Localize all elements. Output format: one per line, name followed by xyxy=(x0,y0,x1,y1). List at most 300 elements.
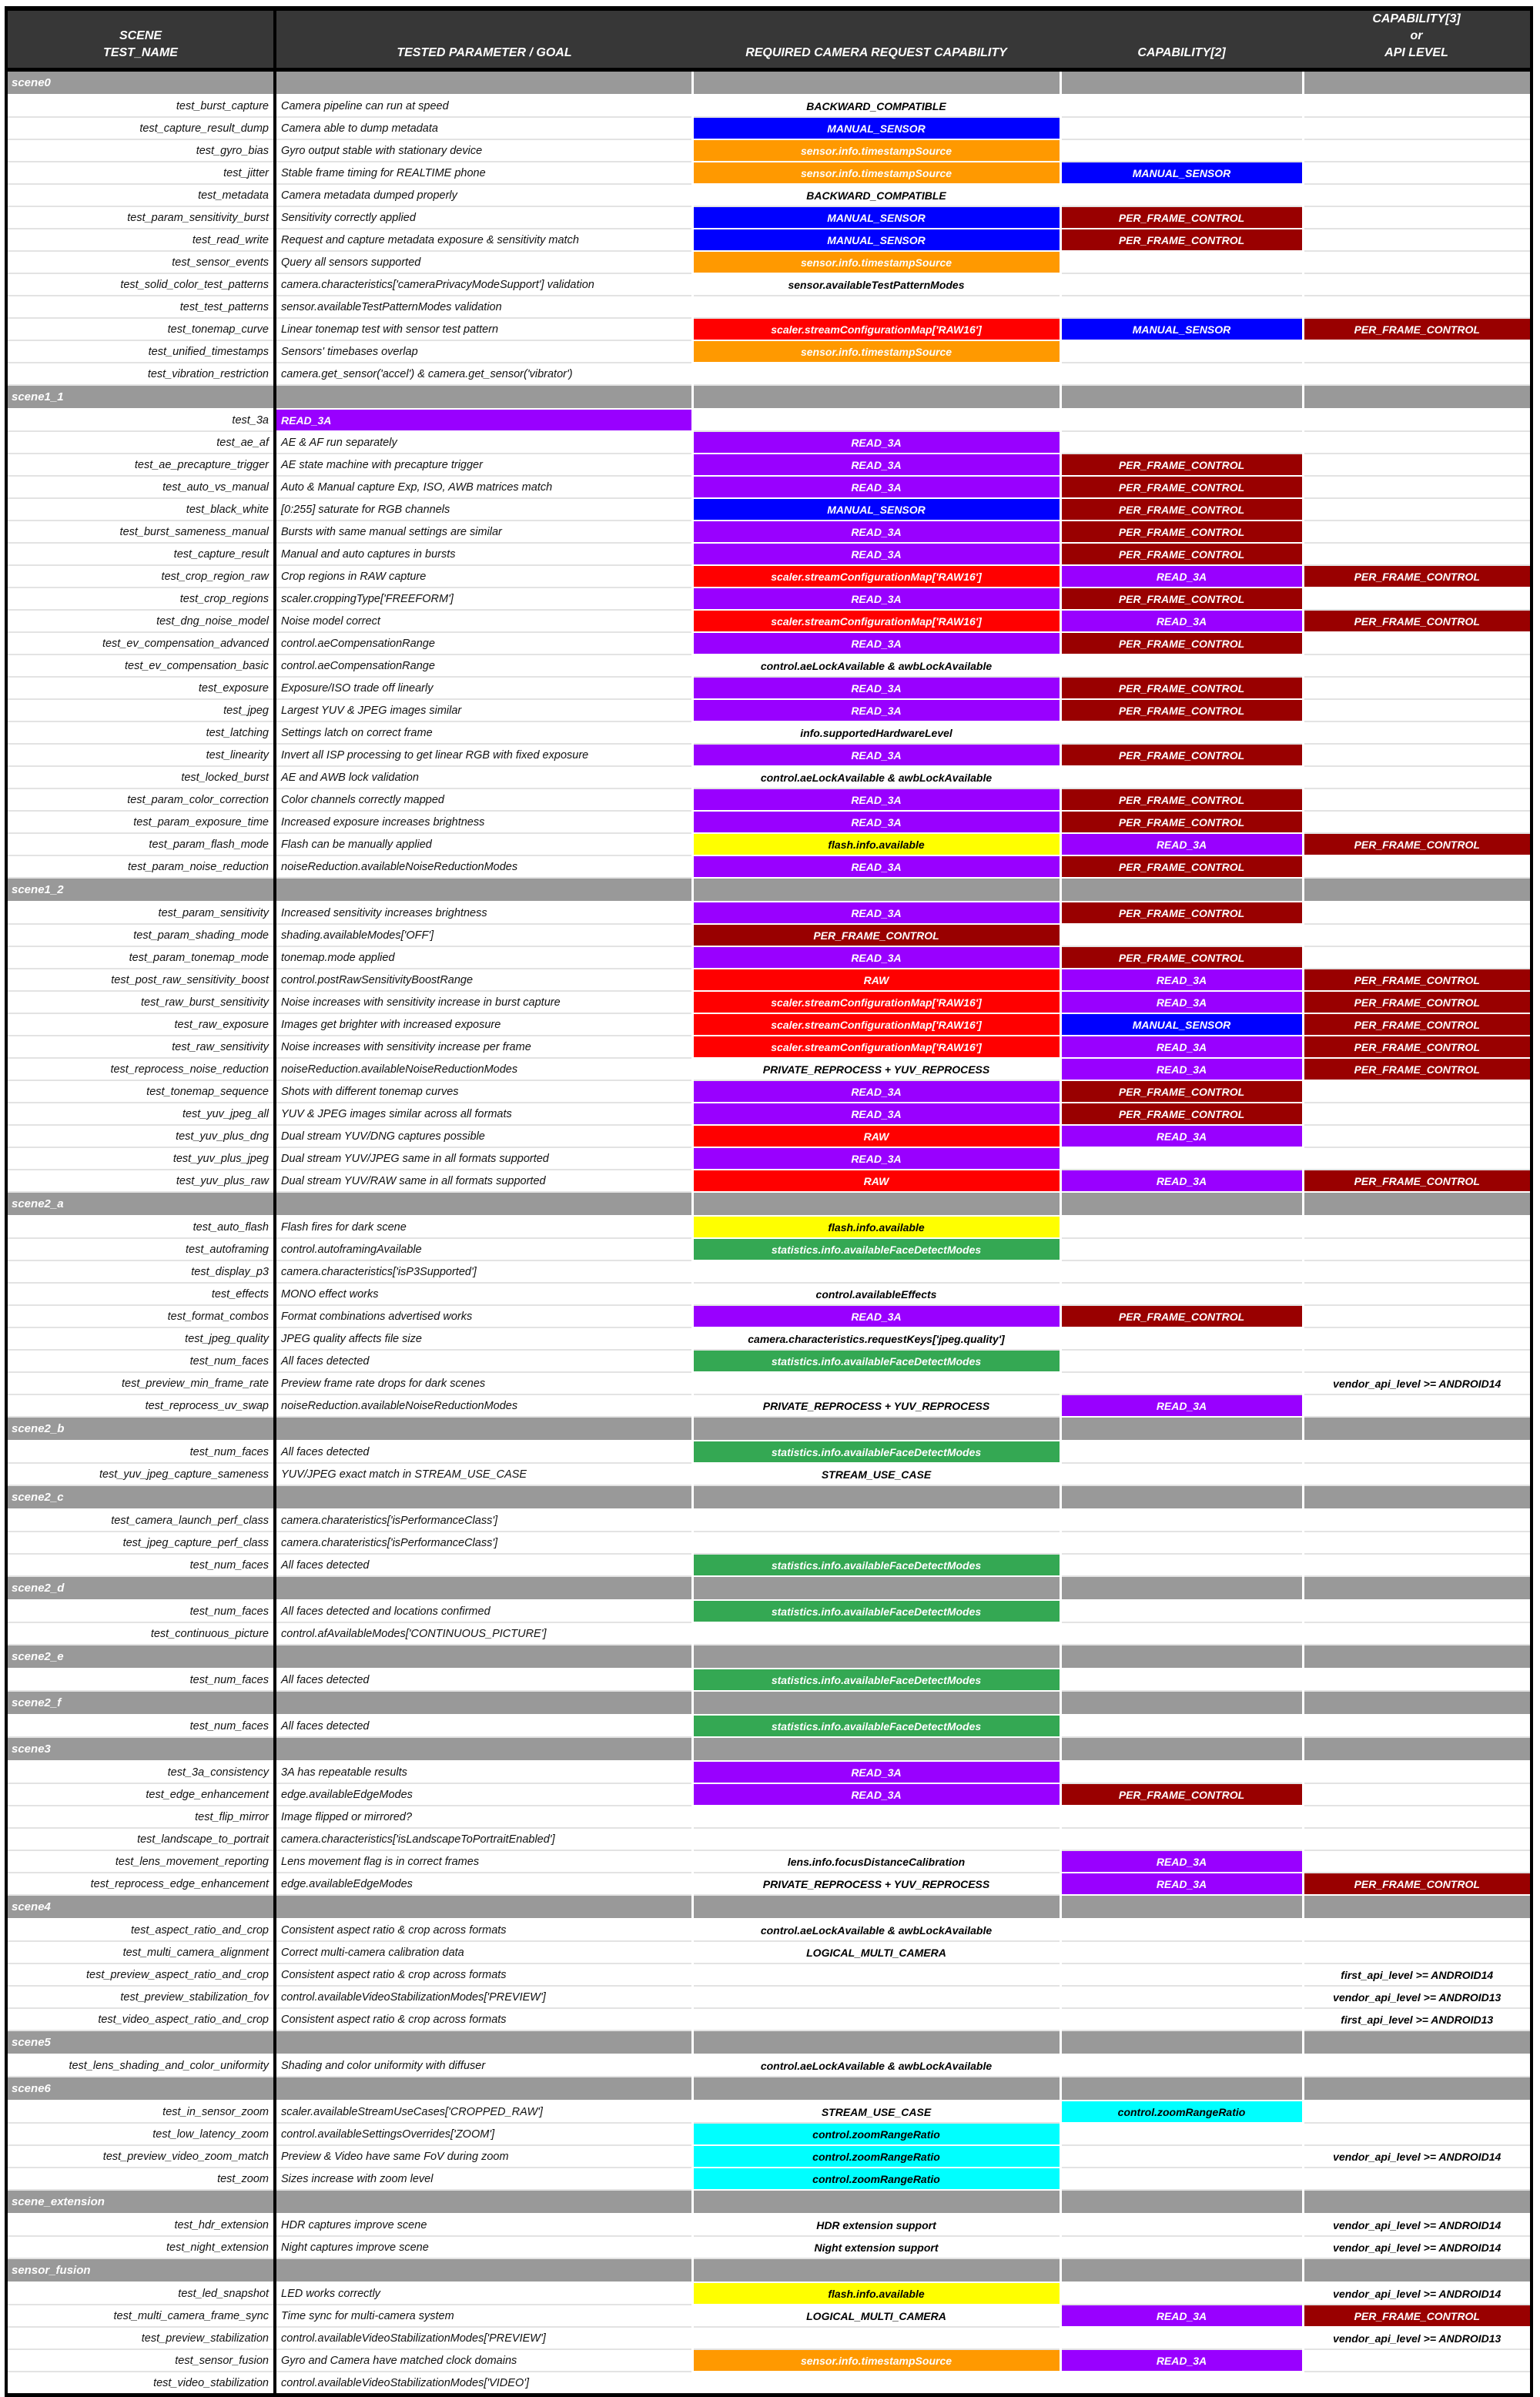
scene-band-cell xyxy=(1060,1691,1303,1715)
capability-value: BACKWARD_COMPATIBLE xyxy=(806,99,946,112)
test-name-cell: test_reprocess_noise_reduction xyxy=(6,1058,275,1080)
test-name-cell: test_reprocess_uv_swap xyxy=(6,1394,275,1417)
scene-label-cell xyxy=(6,1576,275,1600)
capability-value: MANUAL_SENSOR xyxy=(694,499,1060,520)
capability3-cell xyxy=(1303,2236,1532,2258)
required-capability-cell xyxy=(692,1600,1060,1622)
goal-cell: Images get brighter with increased exposure xyxy=(275,1013,692,1036)
capability-value: statistics.info.availableFaceDetectModes xyxy=(694,1601,1060,1622)
goal-cell: Dual stream YUV/DNG captures possible xyxy=(275,1125,692,1147)
test-row xyxy=(6,902,1532,924)
required-capability-cell xyxy=(692,565,1060,588)
capability3-cell xyxy=(1303,924,1532,946)
test-row xyxy=(6,855,1532,878)
scene-header-row xyxy=(6,1691,1532,1715)
capability3-cell xyxy=(1303,902,1532,924)
test-name-cell: test_jpeg xyxy=(6,699,275,721)
test-name-cell: test_aspect_ratio_and_crop xyxy=(6,1919,275,1941)
capability-value: READ_3A xyxy=(694,1306,1060,1327)
capability3-cell xyxy=(1303,699,1532,721)
capability2-cell xyxy=(1060,1327,1303,1350)
scene-label: sensor_fusion xyxy=(12,2264,91,2277)
capability2-cell xyxy=(1060,521,1303,543)
required-capability-cell xyxy=(692,654,1060,677)
scene-label: scene0 xyxy=(12,76,51,89)
capability-value: control.aeLockAvailable & awbLockAvailable xyxy=(760,1923,993,1937)
scene-band-cell xyxy=(1060,1576,1303,1600)
goal-cell: Preview & Video have same FoV during zoom xyxy=(275,2145,692,2168)
scene-header-row xyxy=(6,1576,1532,1600)
goal-cell: Consistent aspect ratio & crop across formats xyxy=(275,1919,692,1941)
required-capability-cell xyxy=(692,296,1060,318)
capability2-cell xyxy=(1060,2008,1303,2030)
capability2-cell xyxy=(1060,1600,1303,1622)
test-name-cell: test_gyro_bias xyxy=(6,139,275,162)
test-row xyxy=(6,1080,1532,1103)
goal-cell: tonemap.mode applied xyxy=(275,946,692,969)
capability-value: control.aeLockAvailable & awbLockAvailable xyxy=(760,771,993,784)
capability-value: flash.info.available xyxy=(694,834,1060,855)
capability2-cell xyxy=(1060,1238,1303,1260)
capability-value: PER_FRAME_CONTROL xyxy=(1062,633,1302,654)
capability-value: READ_3A xyxy=(1062,992,1302,1013)
capability-value: READ_3A xyxy=(694,947,1060,968)
test-name-cell: test_latching xyxy=(6,721,275,744)
capability2-cell xyxy=(1060,476,1303,498)
capability-value: READ_3A xyxy=(1062,611,1302,631)
scene-band-cell xyxy=(1303,2258,1532,2282)
capability-value: PER_FRAME_CONTROL xyxy=(694,925,1060,946)
capability2-cell xyxy=(1060,1441,1303,1463)
scene-band-cell xyxy=(1060,2190,1303,2214)
capability-value: PER_FRAME_CONTROL xyxy=(1062,1784,1302,1805)
goal-cell: Linear tonemap test with sensor test pattern xyxy=(275,318,692,340)
capability-value: control.aeLockAvailable & awbLockAvailable xyxy=(760,2059,993,2072)
required-capability-cell xyxy=(692,117,1060,139)
goal-cell: Dual stream YUV/JPEG same in all formats supported xyxy=(275,1147,692,1170)
capability-value: READ_3A xyxy=(694,1103,1060,1124)
scene-label: scene2_d xyxy=(12,1582,65,1595)
capability3-cell xyxy=(1303,1260,1532,1283)
test-name-cell: test_low_latency_zoom xyxy=(6,2123,275,2145)
test-row xyxy=(6,1441,1532,1463)
capability-value: flash.info.available xyxy=(694,2283,1060,2304)
capability-value: PER_FRAME_CONTROL xyxy=(1062,499,1302,520)
capability2-cell xyxy=(1060,991,1303,1013)
required-capability-cell xyxy=(692,95,1060,117)
test-name-cell: test_preview_aspect_ratio_and_crop xyxy=(6,1963,275,1986)
required-capability-cell xyxy=(692,206,1060,229)
test-name-cell: test_param_sensitivity_burst xyxy=(6,206,275,229)
capability2-cell xyxy=(1060,318,1303,340)
required-capability-cell xyxy=(692,588,1060,610)
capability-value: READ_3A xyxy=(1062,834,1302,855)
capability3-cell xyxy=(1303,229,1532,251)
capability2-cell xyxy=(1060,1283,1303,1305)
scene-band-cell xyxy=(692,878,1060,902)
test-row xyxy=(6,318,1532,340)
capability2-cell xyxy=(1060,677,1303,699)
test-name-cell: test_param_sensitivity xyxy=(6,902,275,924)
capability2-cell xyxy=(1060,2123,1303,2145)
capability-value: READ_3A xyxy=(694,700,1060,721)
test-row xyxy=(6,969,1532,991)
goal-cell: noiseReduction.availableNoiseReductionModes xyxy=(275,855,692,878)
test-row xyxy=(6,543,1532,565)
header-line: TEST_NAME xyxy=(103,46,178,59)
goal-cell: Sensitivity correctly applied xyxy=(275,206,692,229)
capability-value: READ_3A xyxy=(694,454,1060,475)
scene-band-cell xyxy=(1060,70,1303,95)
required-capability-cell xyxy=(692,1372,1060,1394)
required-capability-cell xyxy=(692,1963,1060,1986)
header-line: SCENE xyxy=(119,29,162,42)
capability3-cell xyxy=(1303,991,1532,1013)
goal-cell: All faces detected xyxy=(275,1715,692,1737)
capability3-cell xyxy=(1303,1036,1532,1058)
test-name-cell: test_lens_movement_reporting xyxy=(6,1850,275,1873)
test-name-cell: test_black_white xyxy=(6,498,275,521)
test-row xyxy=(6,1260,1532,1283)
capability-value: control.zoomRangeRatio xyxy=(694,2168,1060,2189)
capability-value: vendor_api_level >= ANDROID14 xyxy=(1333,2150,1502,2163)
required-capability-cell xyxy=(692,498,1060,521)
test-name-cell: test_exposure xyxy=(6,677,275,699)
required-capability-cell xyxy=(692,1828,1060,1850)
test-row xyxy=(6,2054,1532,2077)
capability-value: PER_FRAME_CONTROL xyxy=(1062,1306,1302,1327)
capability-value: PER_FRAME_CONTROL xyxy=(1304,1170,1531,1191)
test-name-cell: test_led_snapshot xyxy=(6,2282,275,2305)
test-name-cell: test_num_faces xyxy=(6,1600,275,1622)
scene-label: scene_extension xyxy=(12,2195,105,2208)
test-name-cell: test_sensor_events xyxy=(6,251,275,273)
scene-band-cell xyxy=(692,1485,1060,1509)
capability-value: STREAM_USE_CASE xyxy=(821,2105,932,2118)
capability2-cell xyxy=(1060,296,1303,318)
capability-value: READ_3A xyxy=(694,856,1060,877)
header-line: TESTED PARAMETER / GOAL xyxy=(397,46,572,59)
capability-value: READ_3A xyxy=(694,477,1060,497)
test-row xyxy=(6,1941,1532,1963)
column-header-capability3-or-api-level xyxy=(1303,8,1532,70)
test-row xyxy=(6,95,1532,117)
test-name-cell: test_edge_enhancement xyxy=(6,1783,275,1806)
scene-band-cell xyxy=(1303,1895,1532,1919)
capability-value: PER_FRAME_CONTROL xyxy=(1062,856,1302,877)
test-row xyxy=(6,1715,1532,1737)
test-row xyxy=(6,1919,1532,1941)
column-header-capability2 xyxy=(1060,8,1303,70)
test-row xyxy=(6,924,1532,946)
required-capability-cell xyxy=(692,1103,1060,1125)
scene-band-cell xyxy=(692,2030,1060,2054)
scene-label-cell xyxy=(6,2030,275,2054)
scene-band-cell xyxy=(275,1485,692,1509)
capability2-cell xyxy=(1060,1080,1303,1103)
test-row xyxy=(6,788,1532,811)
capability3-cell xyxy=(1303,2168,1532,2190)
required-capability-cell xyxy=(692,2123,1060,2145)
capability3-cell xyxy=(1303,1532,1532,1554)
capability3-cell xyxy=(1303,543,1532,565)
test-row xyxy=(6,1327,1532,1350)
capability2-cell xyxy=(1060,139,1303,162)
capability3-cell xyxy=(1303,2305,1532,2327)
goal-cell: Settings latch on correct frame xyxy=(275,721,692,744)
required-capability-cell xyxy=(692,2168,1060,2190)
required-capability-cell xyxy=(692,1441,1060,1463)
test-row xyxy=(6,1873,1532,1895)
test-row xyxy=(6,476,1532,498)
capability2-cell xyxy=(1060,184,1303,206)
test-row xyxy=(6,1986,1532,2008)
test-name-cell: test_in_sensor_zoom xyxy=(6,2101,275,2123)
capability-value: READ_3A xyxy=(1062,1395,1302,1416)
test-name-cell: test_preview_stabilization xyxy=(6,2327,275,2349)
scene-band-cell xyxy=(692,385,1060,409)
scene-band-cell xyxy=(1060,1737,1303,1761)
required-capability-cell xyxy=(692,340,1060,363)
test-row xyxy=(6,1806,1532,1828)
capability-value: READ_3A xyxy=(694,812,1060,832)
capability2-cell xyxy=(1060,2282,1303,2305)
capability3-cell xyxy=(1303,1622,1532,1645)
scene-header-row xyxy=(6,2030,1532,2054)
required-capability-cell xyxy=(692,2305,1060,2327)
required-capability-cell xyxy=(692,409,1060,431)
capability2-cell xyxy=(1060,1850,1303,1873)
capability-value: PER_FRAME_CONTROL xyxy=(1062,745,1302,765)
capability2-cell xyxy=(1060,1828,1303,1850)
goal-cell: Auto & Manual capture Exp, ISO, AWB matrices match xyxy=(275,476,692,498)
capability-value: READ_3A xyxy=(694,588,1060,609)
test-name-cell: test_capture_result xyxy=(6,543,275,565)
capability3-cell xyxy=(1303,162,1532,184)
scene-label: scene6 xyxy=(12,2082,51,2095)
scene-header-row xyxy=(6,1895,1532,1919)
required-capability-cell xyxy=(692,1941,1060,1963)
capability2-cell xyxy=(1060,1463,1303,1485)
required-capability-cell xyxy=(692,1783,1060,1806)
test-row xyxy=(6,2305,1532,2327)
column-header-required-capability xyxy=(692,8,1060,70)
required-capability-cell xyxy=(692,1058,1060,1080)
scene-header-row xyxy=(6,1737,1532,1761)
capability2-cell xyxy=(1060,632,1303,654)
capability2-cell xyxy=(1060,2145,1303,2168)
capability3-cell xyxy=(1303,1963,1532,1986)
scene-band-cell xyxy=(1060,2258,1303,2282)
capability3-cell xyxy=(1303,318,1532,340)
scene-label-cell xyxy=(6,1485,275,1509)
scene-label-cell xyxy=(6,70,275,95)
test-name-cell: test_tonemap_sequence xyxy=(6,1080,275,1103)
test-row xyxy=(6,206,1532,229)
capability3-cell xyxy=(1303,2054,1532,2077)
capability-value: PER_FRAME_CONTROL xyxy=(1304,1014,1531,1035)
capability3-cell xyxy=(1303,588,1532,610)
test-row xyxy=(6,229,1532,251)
capability3-cell xyxy=(1303,1327,1532,1350)
scene-label: scene1_1 xyxy=(12,390,64,403)
goal-cell: Image flipped or mirrored? xyxy=(275,1806,692,1828)
required-capability-cell xyxy=(692,543,1060,565)
test-name-cell: test_format_combos xyxy=(6,1305,275,1327)
capability-value: control.availableEffects xyxy=(815,1287,937,1301)
coverage-table xyxy=(5,6,1533,2397)
capability2-cell xyxy=(1060,2327,1303,2349)
capability-value: LOGICAL_MULTI_CAMERA xyxy=(806,1946,946,1959)
goal-cell: AE state machine with precapture trigger xyxy=(275,454,692,476)
test-name-cell: test_num_faces xyxy=(6,1715,275,1737)
capability-value: statistics.info.availableFaceDetectModes xyxy=(694,1555,1060,1575)
camera-its-test-coverage-sheet xyxy=(5,6,1533,2397)
scene-header-row xyxy=(6,1485,1532,1509)
scene-label-cell xyxy=(6,1737,275,1761)
capability-value: PER_FRAME_CONTROL xyxy=(1304,969,1531,990)
test-name-cell: test_preview_stabilization_fov xyxy=(6,1986,275,2008)
capability-value: STREAM_USE_CASE xyxy=(821,1468,932,1481)
capability2-cell xyxy=(1060,1036,1303,1058)
capability3-cell xyxy=(1303,521,1532,543)
test-name-cell: test_ev_compensation_advanced xyxy=(6,632,275,654)
required-capability-cell xyxy=(692,2145,1060,2168)
goal-cell: All faces detected xyxy=(275,1441,692,1463)
capability-value: PER_FRAME_CONTROL xyxy=(1304,2305,1531,2326)
capability2-cell xyxy=(1060,902,1303,924)
test-row xyxy=(6,1828,1532,1850)
scene-label-cell xyxy=(6,1895,275,1919)
header-line: API LEVEL xyxy=(1384,46,1448,59)
capability-value: READ_3A xyxy=(694,902,1060,923)
capability2-cell xyxy=(1060,699,1303,721)
goal-cell: Correct multi-camera calibration data xyxy=(275,1941,692,1963)
capability3-cell xyxy=(1303,2282,1532,2305)
scene-band-cell xyxy=(275,1895,692,1919)
capability-value: control.zoomRangeRatio xyxy=(1062,2101,1302,2122)
test-name-cell: test_post_raw_sensitivity_boost xyxy=(6,969,275,991)
test-name-cell: test_auto_flash xyxy=(6,1216,275,1238)
test-name-cell: test_jitter xyxy=(6,162,275,184)
test-name-cell: test_num_faces xyxy=(6,1554,275,1576)
capability3-cell xyxy=(1303,946,1532,969)
capability3-cell xyxy=(1303,1873,1532,1895)
goal-cell: Flash fires for dark scene xyxy=(275,1216,692,1238)
test-row xyxy=(6,2123,1532,2145)
test-row xyxy=(6,677,1532,699)
capability-value: PER_FRAME_CONTROL xyxy=(1062,544,1302,564)
capability3-cell xyxy=(1303,1986,1532,2008)
test-row xyxy=(6,1125,1532,1147)
test-name-cell: test_continuous_picture xyxy=(6,1622,275,1645)
required-capability-cell xyxy=(692,1036,1060,1058)
capability-value: MANUAL_SENSOR xyxy=(1062,162,1302,183)
capability-value: scaler.streamConfigurationMap['RAW16'] xyxy=(694,1014,1060,1035)
goal-cell: YUV/JPEG exact match in STREAM_USE_CASE xyxy=(275,1463,692,1485)
capability-value: PRIVATE_REPROCESS + YUV_REPROCESS xyxy=(762,1063,990,1076)
scene-band-cell xyxy=(1060,1895,1303,1919)
scene-label-cell xyxy=(6,2077,275,2101)
required-capability-cell xyxy=(692,1532,1060,1554)
goal-cell: sensor.availableTestPatternModes validation xyxy=(275,296,692,318)
capability3-cell xyxy=(1303,1919,1532,1941)
capability-value: statistics.info.availableFaceDetectModes xyxy=(694,1441,1060,1462)
goal-cell: AE & AF run separately xyxy=(275,431,692,454)
capability3-cell xyxy=(1303,1238,1532,1260)
capability-value: control.aeLockAvailable & awbLockAvailable xyxy=(760,659,993,672)
scene-band-cell xyxy=(1303,1485,1532,1509)
capability3-cell xyxy=(1303,1103,1532,1125)
test-name-cell: test_ae_precapture_trigger xyxy=(6,454,275,476)
capability-value: scaler.streamConfigurationMap['RAW16'] xyxy=(694,319,1060,340)
capability-value: PER_FRAME_CONTROL xyxy=(1062,812,1302,832)
capability2-cell xyxy=(1060,206,1303,229)
test-name-cell: test_dng_noise_model xyxy=(6,610,275,632)
capability2-cell xyxy=(1060,811,1303,833)
capability2-cell xyxy=(1060,229,1303,251)
capability3-cell xyxy=(1303,1080,1532,1103)
scene-label: scene2_e xyxy=(12,1650,64,1663)
required-capability-cell xyxy=(692,1327,1060,1350)
test-row xyxy=(6,766,1532,788)
capability-value: MANUAL_SENSOR xyxy=(1062,1014,1302,1035)
required-capability-cell xyxy=(692,2214,1060,2236)
capability-value: READ_3A xyxy=(694,521,1060,542)
test-row xyxy=(6,363,1532,385)
capability3-cell xyxy=(1303,1394,1532,1417)
capability3-cell xyxy=(1303,1941,1532,1963)
test-row xyxy=(6,1305,1532,1327)
scene-band-cell xyxy=(275,70,692,95)
test-name-cell: test_preview_video_zoom_match xyxy=(6,2145,275,2168)
scene-band-cell xyxy=(1303,1417,1532,1441)
required-capability-cell xyxy=(692,1147,1060,1170)
scene-header-row xyxy=(6,2258,1532,2282)
capability-value: READ_3A xyxy=(1062,1126,1302,1147)
test-row xyxy=(6,1216,1532,1238)
goal-cell: camera.characteristics['isP3Supported'] xyxy=(275,1260,692,1283)
test-row xyxy=(6,946,1532,969)
required-capability-cell xyxy=(692,1260,1060,1283)
capability3-cell xyxy=(1303,1761,1532,1783)
capability2-cell xyxy=(1060,543,1303,565)
test-name-cell: test_param_color_correction xyxy=(6,788,275,811)
required-capability-cell xyxy=(692,1554,1060,1576)
capability2-cell xyxy=(1060,1350,1303,1372)
required-capability-cell xyxy=(692,1509,1060,1532)
scene-band-cell xyxy=(275,1737,692,1761)
scene-band-cell xyxy=(1060,878,1303,902)
capability-value: scaler.streamConfigurationMap['RAW16'] xyxy=(694,566,1060,587)
goal-cell: noiseReduction.availableNoiseReductionModes xyxy=(275,1058,692,1080)
capability3-cell xyxy=(1303,969,1532,991)
goal-cell: Exposure/ISO trade off linearly xyxy=(275,677,692,699)
test-name-cell: test_solid_color_test_patterns xyxy=(6,273,275,296)
goal-cell: 3A has repeatable results xyxy=(275,1761,692,1783)
test-row xyxy=(6,833,1532,855)
required-capability-cell xyxy=(692,1806,1060,1828)
scene-label: scene2_f xyxy=(12,1696,62,1709)
test-row xyxy=(6,454,1532,476)
test-name-cell: test_preview_min_frame_rate xyxy=(6,1372,275,1394)
capability2-cell xyxy=(1060,2168,1303,2190)
capability2-cell xyxy=(1060,1394,1303,1417)
capability2-cell xyxy=(1060,431,1303,454)
test-row xyxy=(6,296,1532,318)
goal-cell: MONO effect works xyxy=(275,1283,692,1305)
goal-cell: Gyro and Camera have matched clock domains xyxy=(275,2349,692,2372)
